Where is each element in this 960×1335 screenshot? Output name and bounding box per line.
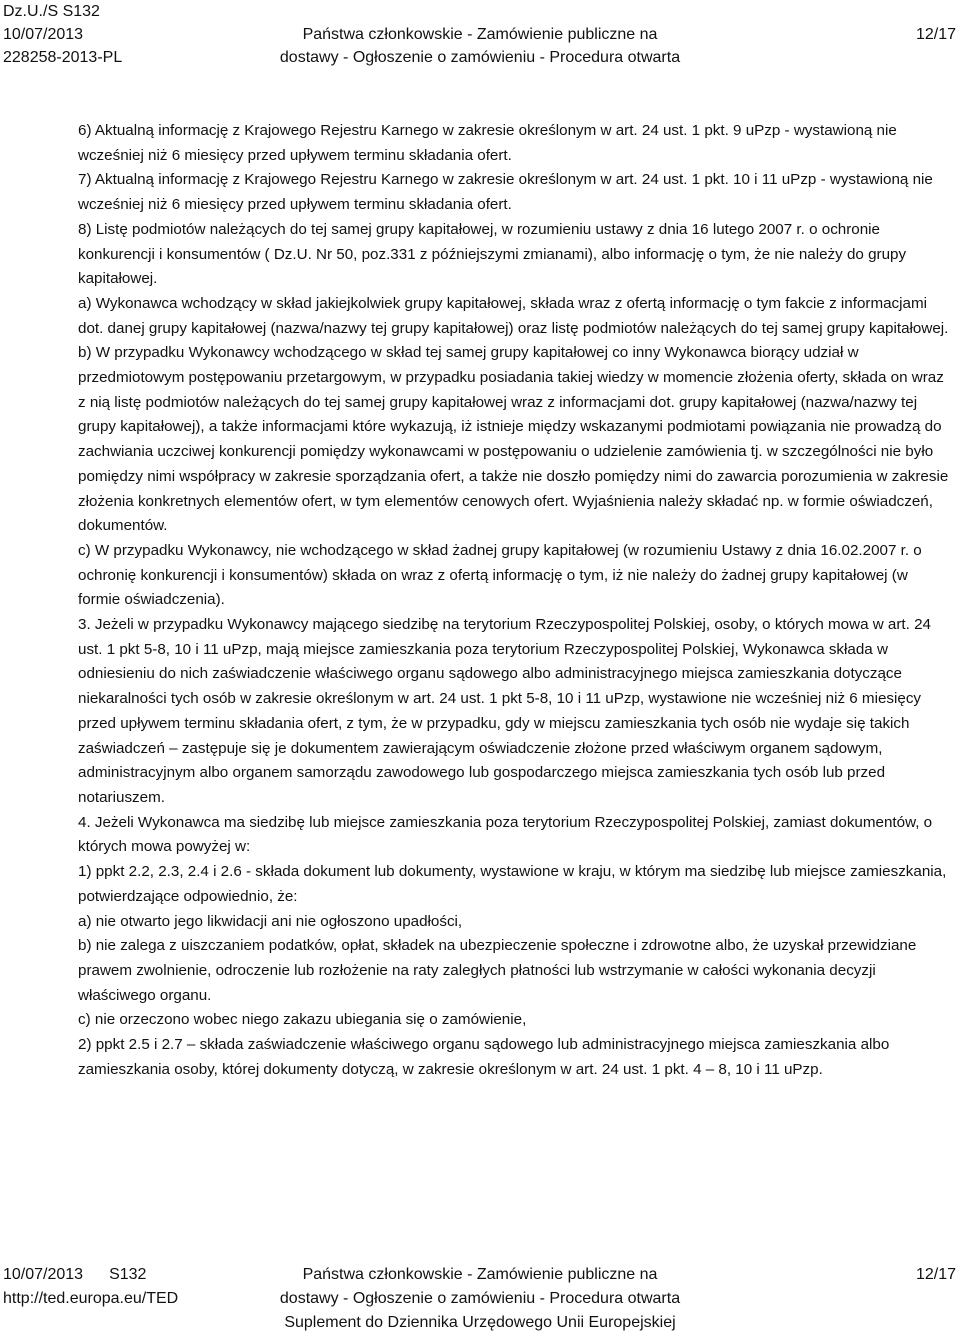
header-title: [0, 0, 960, 69]
header-page-number: 12/17: [915, 26, 956, 43]
paragraph-sub-1: 1) ppkt 2.2, 2.3, 2.4 i 2.6 - składa dokument lub dokumenty, wystawione w kraju, w którym ma siedzibę lub miejsce zamieszkania, potwierdzające odpowiednio, że:: [78, 863, 947, 905]
header-ref: Dz.U./S S132: [3, 3, 100, 20]
footer-title-line1: Państwa członkowskie - Zamówienie publiczne na: [302, 1266, 658, 1283]
footer-title-line3: Suplement do Dziennika Urzędowego Unii Europejskiej: [284, 1314, 676, 1331]
paragraph-sub-a: a) nie otwarto jego likwidacji ani nie ogłoszono upadłości,: [78, 912, 463, 930]
paragraph-item-c: c) W przypadku Wykonawcy, nie wchodzącego w skład żadnej grupy kapitałowej (w rozumieniu Ustawy z dnia 16.02.2007 r. o ochronię konkurencji i konsumentów) składa on wraz z ofertą informację o tym, iż nie należy do żadnej grupy kapitałowej (w formie oświadczenia).: [78, 541, 922, 609]
paragraph-item-6: 6) Aktualną informację z Krajowego Rejestru Karnego w zakresie określonym w art. 24 ust. 1 pkt. 9 uPzp - wystawioną nie wcześniej niż 6 miesięcy przed upływem terminu składania ofert.: [78, 122, 897, 164]
header-notice-id: 228258-2013-PL: [3, 49, 123, 66]
paragraph-sub-c: c) nie orzeczono wobec niego zakazu ubiegania się o zamówienie,: [78, 1011, 527, 1029]
footer-url[interactable]: http://ted.europa.eu/TED: [3, 1290, 179, 1307]
footer-title: [0, 1263, 960, 1335]
footer-title-line2: dostawy - Ogłoszenie o zamówieniu - Procedura otwarta: [279, 1290, 681, 1307]
header-title-line2: dostawy - Ogłoszenie o zamówieniu - Procedura otwarta: [279, 49, 681, 66]
paragraph-item-7: 7) Aktualną informację z Krajowego Rejestru Karnego w zakresie określonym w art. 24 ust. 1 pkt. 10 i 11 uPzp - wystawioną nie wcześniej niż 6 miesięcy przed upływem terminu składania ofert.: [78, 171, 933, 214]
paragraph-section-3: 3. Jeżeli w przypadku Wykonawcy mającego siedzibę na terytorium Rzeczypospolitej Polskiej, osoby, o których mowa w art. 24 ust. 1 pkt 5-8, 10 i 11 uPzp, mają miejsce zamieszkania poza terytorium Rzeczypospolitej Polskiej, Wykonawca składa w odniesieniu do nich zaświadczenie właściwego organu sądowego albo administracyjnego miejsca zamieszkania dotyczące niekaralności tych osób w zakresie określonym w art. 24 ust. 1 pkt 5-8, 10 i 11 uPzp, wystawione nie wcześniej niż 6 miesięcy przed upływem terminu składania ofert, z tym, że w przypadku, gdy w miejscu zamieszkania tych osób nie wydaje się takich zaświadczeń – zastępuje się je dokumentem zawierającym oświadczenie złożone przed właściwym organem sądowym, administracyjnym albo organem samorządu zawodowego lub gospodarczego miejsca zamieszkania tych osób lub przed notariuszem.: [78, 616, 931, 806]
paragraph-sub-b: b) nie zalega z uiszczaniem podatków, opłat, składek na ubezpieczenie społeczne i zdrowotne albo, że uzyskał przewidziane prawem zwolnienie, odroczenie lub rozłożenie na raty zaległych płatności lub wstrzymanie w całości wykonania decyzji właściwego organu.: [78, 937, 917, 1004]
paragraph-item-8: 8) Listę podmiotów należących do tej samej grupy kapitałowej, w rozumieniu ustawy z dnia 16 lutego 2007 r. o ochronie konkurencji i konsumentów ( Dz.U. Nr 50, poz.331 z późniejszymi zmianami), albo informację o tym, że nie należy do grupy kapitałowej.: [78, 220, 907, 288]
paragraph-section-4: 4. Jeżeli Wykonawca ma siedzibę lub miejsce zamieszkania poza terytorium Rzeczypospolitej Polskiej, zamiast dokumentów, o których mowa powyżej w:: [78, 813, 933, 856]
document-body: [78, 119, 950, 1082]
footer-page-number: 12/17: [915, 1266, 956, 1283]
footer-ref: S132: [109, 1266, 147, 1283]
header-date: 10/07/2013: [3, 26, 84, 43]
footer-date: 10/07/2013: [3, 1266, 84, 1283]
paragraph-sub-2: 2) ppkt 2.5 i 2.7 – składa zaświadczenie właściwego organu sądowego lub administracyjnego miejsca zamieszkania albo zamieszkania osoby, której dokumenty dotyczą, w zakresie określonym w art. 24 ust. 1 pkt. 4 – 8, 10 i 11 uPzp.: [78, 1036, 890, 1078]
header-title-line1: Państwa członkowskie - Zamówienie publiczne na: [302, 26, 658, 43]
paragraph-item-b: b) W przypadku Wykonawcy wchodzącego w skład tej samej grupy kapitałowej co inny Wykonawca biorący udział w przedmiotowym postępowaniu przetargowym, w przypadku posiadania takiej wiedzy w momencie złożenia oferty, składa on wraz z nią listę podmiotów należących do tej samej grupy kapitałowej wraz z informacjami dot. grupy kapitałowej (nazwa/nazwy tej grupy kapitałowej), a także informacjami które wykazują, iż istnieje między wskazanymi podmiotami powiązania nie prowadzą do zachwiania uczciwej konkurencji pomiędzy wykonawcami w postępowaniu o udzielenie zamówienia tj. w szczególności nie było pomiędzy nimi współpracy w zakresie sporządzania ofert, a także nie doszło pomiędzy nimi do zawarcia porozumienia w zakresie złożenia konkretnych elementów ofert, w tym elementów cenowych ofert. Wyjaśnienia należy składać np. w formie oświadczeń, dokumentów.: [78, 344, 949, 535]
paragraph-item-a: a) Wykonawca wchodzący w skład jakiejkolwiek grupy kapitałowej, składa wraz z ofertą informację o tym fakcie z informacjami dot. danej grupy kapitałowej (nazwa/nazwy tej grupy kapitałowej) oraz listę podmiotów należących do tej samej grupy kapitałowej.: [78, 294, 949, 337]
